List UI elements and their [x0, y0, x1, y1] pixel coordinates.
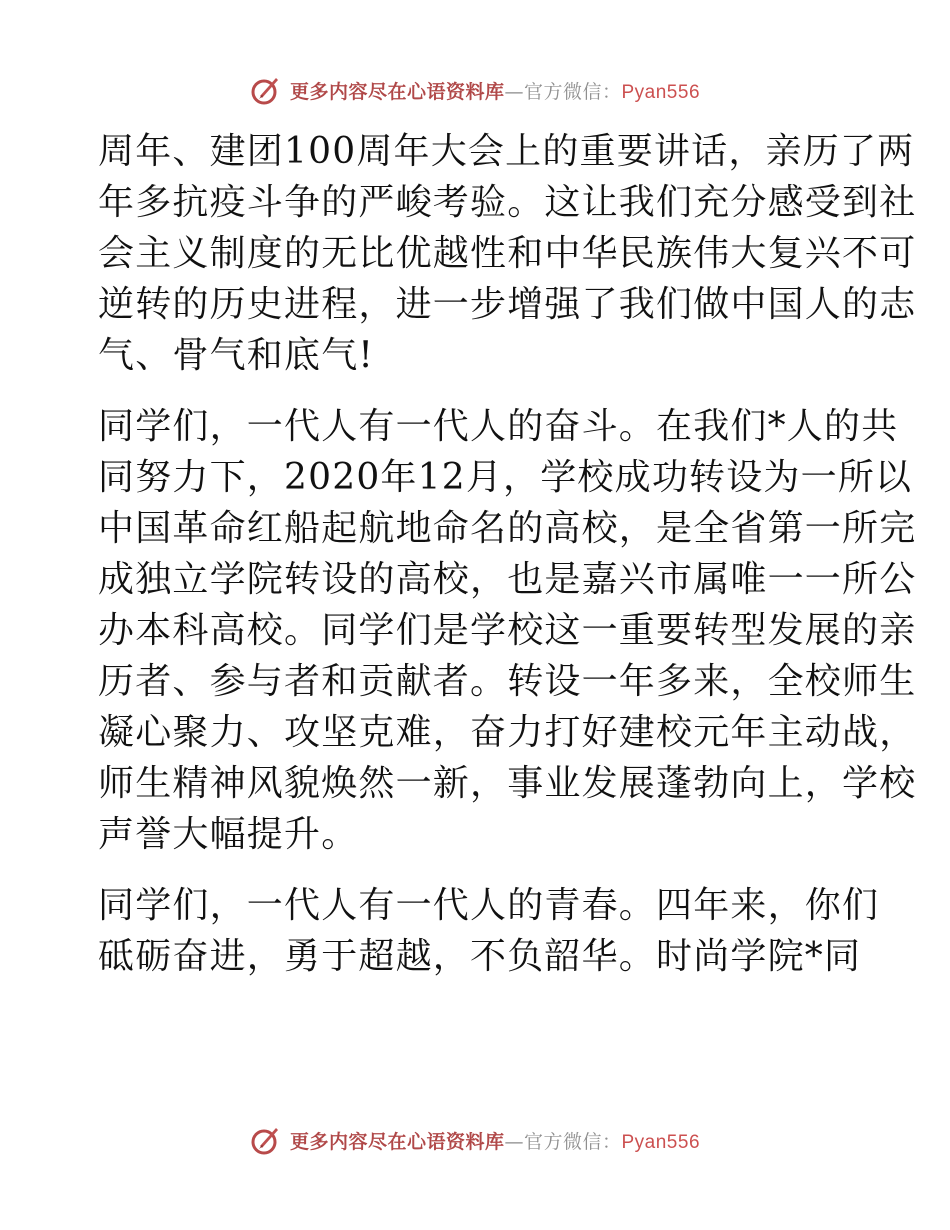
text-line: 成独立学院转设的高校，也是嘉兴市属唯一一所公 — [98, 559, 917, 600]
watermark-brand: 更多内容尽在心语资料库 — [289, 1130, 505, 1153]
watermark-text — [290, 77, 700, 104]
text-line: 凝心聚力、攻坚克难，奋力打好建校元年主动战， — [98, 712, 917, 753]
paragraph-3 — [98, 880, 880, 982]
text-line: 会主义制度的无比优越性和中华民族伟大复兴不可 — [98, 233, 917, 274]
quill-logo-icon — [250, 74, 282, 106]
text-line: 同学们，一代人有一代人的奋斗。在我们*人的共 — [98, 406, 899, 447]
header-watermark — [0, 70, 950, 110]
watermark-wechat-id: Pyan556 — [621, 1131, 701, 1153]
document-body — [98, 126, 917, 982]
text-line: 中国革命红船起航地命名的高校，是全省第一所完 — [98, 508, 917, 549]
text-line: 年多抗疫斗争的严峻考验。这让我们充分感受到社 — [98, 182, 917, 223]
paragraph-1 — [98, 126, 917, 381]
text-line: 同学们，一代人有一代人的青春。四年来，你们 — [98, 885, 880, 926]
watermark-brand: 更多内容尽在心语资料库 — [289, 80, 505, 103]
text-line: 师生精神风貌焕然一新，事业发展蓬勃向上，学校 — [98, 763, 917, 804]
paragraph-2 — [98, 401, 917, 860]
footer-watermark — [0, 1120, 950, 1160]
text-line: 砥砺奋进，勇于超越，不负韶华。时尚学院*同 — [98, 936, 862, 977]
watermark-separator: — — [504, 1130, 524, 1153]
text-line: 周年、建团100周年大会上的重要讲话，亲历了两 — [98, 131, 915, 172]
watermark-wechat-id: Pyan556 — [621, 81, 701, 103]
watermark-text — [290, 1127, 700, 1154]
text-line: 声誉大幅提升。 — [98, 814, 359, 855]
text-line: 气、骨气和底气! — [98, 335, 375, 376]
text-line: 历者、参与者和贡献者。转设一年多来，全校师生 — [98, 661, 917, 702]
quill-logo-icon — [250, 1124, 282, 1156]
watermark-separator: — — [504, 80, 524, 103]
text-line: 办本科高校。同学们是学校这一重要转型发展的亲 — [98, 610, 917, 651]
watermark-wechat-label: 官方微信： — [523, 1130, 622, 1153]
watermark-wechat-label: 官方微信： — [523, 80, 622, 103]
text-line: 同努力下，2020年12月，学校成功转设为一所以 — [98, 457, 913, 498]
text-line: 逆转的历史进程，进一步增强了我们做中国人的志 — [98, 284, 917, 325]
